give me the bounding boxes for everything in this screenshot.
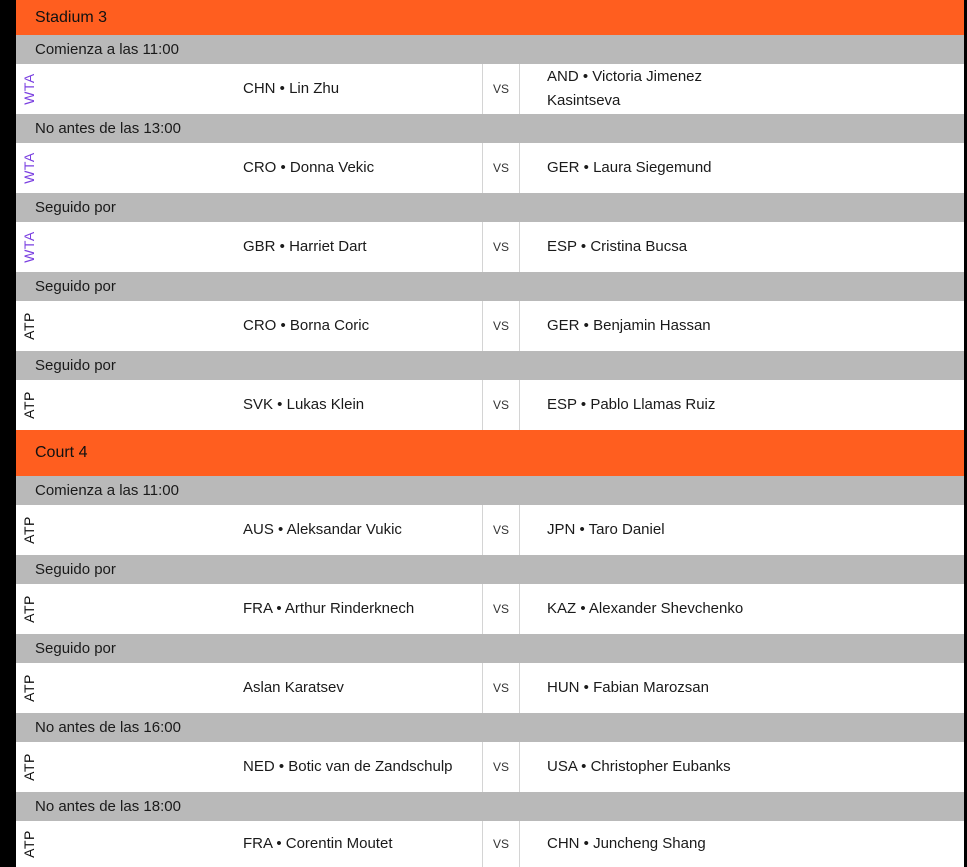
vs-label: VS (482, 64, 520, 114)
round-label: Seguido por (16, 193, 964, 222)
match-row[interactable] (16, 663, 964, 713)
player-2[interactable]: ESP • Cristina Bucsa (547, 238, 688, 255)
match-row[interactable] (16, 301, 964, 351)
tour-badge: ATP (21, 674, 38, 702)
court-header-stadium-3 (16, 0, 964, 35)
player-2[interactable]: CHN • Juncheng Shang (547, 835, 706, 852)
player-2[interactable]: KAZ • Alexander Shevchenko (547, 600, 744, 617)
vs-label: VS (482, 663, 520, 713)
tour-badge: ATP (21, 830, 38, 858)
court-header-court-4 (16, 430, 964, 476)
round-label: Comienza a las 11:00 (16, 476, 964, 505)
tour-badge: ATP (21, 312, 38, 340)
round-label: No antes de las 16:00 (16, 713, 964, 742)
player-1[interactable]: NED • Botic van de Zandschulp (243, 758, 453, 775)
player-1[interactable]: FRA • Corentin Moutet (243, 835, 393, 852)
round-label: No antes de las 18:00 (16, 792, 964, 821)
vs-label: VS (482, 505, 520, 555)
match-row[interactable] (16, 380, 964, 430)
player-1[interactable]: CRO • Borna Coric (243, 317, 370, 334)
tour-badge: ATP (21, 595, 38, 623)
match-row[interactable] (16, 505, 964, 555)
player-1[interactable]: SVK • Lukas Klein (243, 396, 365, 413)
round-label: Seguido por (16, 634, 964, 663)
tour-badge: ATP (21, 753, 38, 781)
vs-label: VS (482, 222, 520, 272)
court-name: Stadium 3 (35, 8, 108, 26)
match-row[interactable] (16, 584, 964, 634)
vs-label: VS (482, 143, 520, 193)
match-row[interactable] (16, 64, 964, 114)
vs-label: VS (482, 821, 520, 867)
player-2[interactable]: GER • Laura Siegemund (547, 159, 712, 176)
player-1[interactable]: FRA • Arthur Rinderknech (243, 600, 415, 617)
tour-badge: ATP (21, 516, 38, 544)
vs-label: VS (482, 380, 520, 430)
player-1[interactable]: AUS • Aleksandar Vukic (243, 521, 402, 538)
match-row[interactable] (16, 821, 964, 867)
tour-badge: WTA (21, 152, 38, 184)
player-1[interactable]: CHN • Lin Zhu (243, 80, 340, 97)
player-2[interactable]: AND • Victoria Jimenez Kasintseva (547, 68, 703, 109)
player-2[interactable]: HUN • Fabian Marozsan (547, 679, 709, 696)
round-label: Seguido por (16, 272, 964, 301)
vs-label: VS (482, 301, 520, 351)
round-label: No antes de las 13:00 (16, 114, 964, 143)
tour-badge: ATP (21, 391, 38, 419)
match-row[interactable] (16, 143, 964, 193)
match-row[interactable] (16, 742, 964, 792)
match-row[interactable] (16, 222, 964, 272)
court-name: Court 4 (35, 444, 88, 461)
round-label: Seguido por (16, 351, 964, 380)
player-2[interactable]: USA • Christopher Eubanks (547, 758, 731, 775)
vs-label: VS (482, 742, 520, 792)
player-2[interactable]: JPN • Taro Daniel (547, 521, 665, 538)
vs-label: VS (482, 584, 520, 634)
player-1[interactable]: CRO • Donna Vekic (243, 159, 375, 176)
tour-badge: WTA (21, 231, 38, 263)
round-label: Comienza a las 11:00 (16, 35, 964, 64)
player-1[interactable]: GBR • Harriet Dart (243, 238, 367, 255)
player-2[interactable]: GER • Benjamin Hassan (547, 317, 711, 334)
round-label: Seguido por (16, 555, 964, 584)
tour-badge: WTA (21, 73, 38, 105)
player-2[interactable]: ESP • Pablo Llamas Ruiz (547, 396, 716, 413)
player-1[interactable]: Aslan Karatsev (243, 679, 344, 696)
